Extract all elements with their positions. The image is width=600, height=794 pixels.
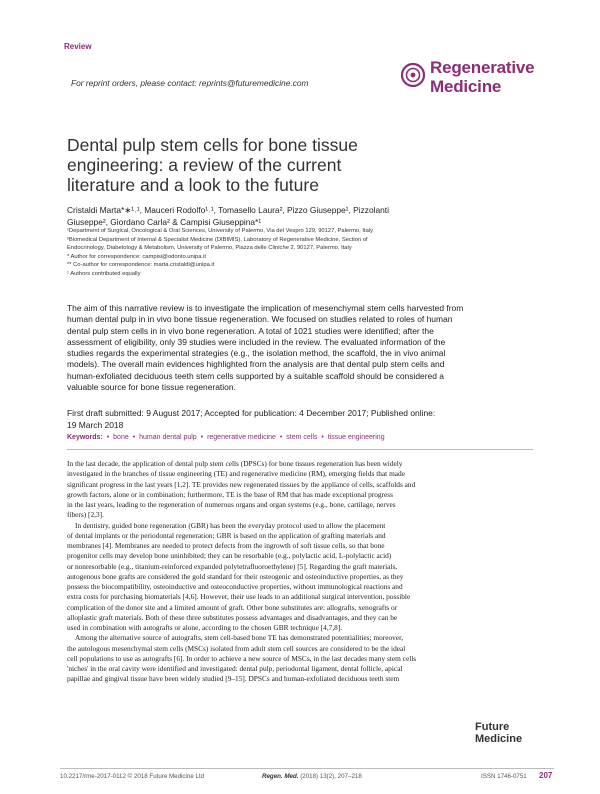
footer-journal: Regen. Med.	[262, 773, 299, 780]
body-line: papillae and gingival tissue have been widely studied [9–15]. DPSCs and human-exfoliated deciduous teeth stem	[67, 674, 400, 684]
body-line: possess the biocompatibility, osteoinductive and osteoconductive properties, without immunological reactions and	[67, 582, 403, 591]
author-line: Cristaldi Marta*∗¹˒¹, Mauceri Rodolfo¹˒¹, Tomasello Laura², Pizzo Giuseppe¹, Pizzolanti	[67, 205, 389, 215]
journal-logo-text-2: Medicine	[430, 77, 502, 96]
journal-logo-icon	[400, 60, 430, 90]
keywords-label: Keywords:	[67, 434, 103, 441]
journal-logo-text-1: Regenerative	[430, 58, 535, 77]
keyword-separator: •	[321, 434, 324, 441]
body-line: investigated in the branches of tissue engineering (TE) and regenerative medicine (RM), emerging fields that made	[67, 469, 405, 479]
body-line: in the last years, leading to the regeneration of numerous organs and organ systems (e.g., bone, cartilage, nerves	[67, 500, 396, 509]
reprint-notice: For reprint orders, please contact: reprints@futuremedicine.com	[71, 78, 309, 88]
keyword-separator: •	[106, 434, 110, 441]
title-line: literature and a look to the future	[67, 175, 319, 195]
abstract-line: models). The overall main evidences highlighted from the analysis are that dental pulp stem cells and	[67, 359, 445, 370]
publication-dates	[67, 408, 537, 431]
keyword-separator: •	[132, 434, 136, 441]
keyword[interactable]: bone	[113, 434, 129, 441]
body-line: cell populations to use as autografts [6]. In order to achieve a new source of MSCs, in the last decades many stem cells	[67, 653, 417, 663]
correspondence-line: ** Co-author for correspondence: marta.cristaldi@unipa.it	[67, 262, 215, 269]
page-number: 207	[539, 771, 553, 780]
affiliations	[67, 227, 537, 279]
title-line: Dental pulp stem cells for bone tissue	[67, 135, 358, 155]
divider	[67, 449, 533, 450]
article-title	[67, 135, 487, 195]
body-line: extra costs for purchasing biomaterials [4,6]. However, their use leads to an additional surgical intervention, possible	[67, 592, 411, 602]
publisher-logo-text-1: Future	[475, 721, 510, 733]
abstract-line: The aim of this narrative review is to investigate the implication of mesenchymal stem cells harvested from	[67, 303, 464, 313]
body-text	[67, 459, 533, 685]
body-line: autogenous bone grafts are considered the gold standard for their osteogenic and osteoinductive properties, as they	[67, 571, 404, 581]
correspondence-line: * Author for correspondence: campisi@odonto.unipa.it	[67, 253, 206, 260]
affiliation-line: ¹Department of Surgical, Oncological & Oral Sciences, University of Palermo, Via del Vespro 129, 90127, Palermo, Italy	[67, 228, 373, 234]
body-line: membranes [4]. Membranes are needed to protect defects from the ingrowth of soft tissue cells, so that bone	[67, 541, 385, 550]
abstract-line: assessment of eligibility, only 39 studies were included in the review. The evaluated information of the	[67, 336, 446, 347]
body-line: fibers) [2,3].	[67, 510, 104, 520]
abstract-line: human-exfoliated deciduous teeth stem cells supported by a suitable scaffold should be considered a	[67, 370, 444, 381]
keyword[interactable]: stem cells	[286, 434, 318, 441]
publisher-logo	[475, 721, 545, 751]
footer-citation	[262, 773, 362, 780]
keyword[interactable]: regenerative medicine	[207, 434, 276, 441]
body-line: 'niches' in the oral cavity were identified and investigated: dental pulp, periodontal ligament, dental follicle, apical	[67, 664, 403, 673]
affiliation-line: ²Biomedical Department of Internal & Specialist Medicine (DIBIMIS), Laboratory of Regenerative Medicine, Section of	[67, 236, 368, 243]
footer-citation-detail: (2018) 13(2), 207–218	[300, 773, 362, 780]
author-line: Giuseppe², Giordano Carla² & Campisi Giuseppina*¹	[67, 216, 262, 227]
abstract-line: dental pulp stem cells in in vivo bone regeneration. A total of 1021 studies were identified; after the	[67, 325, 434, 336]
footer-doi[interactable]: 10.2217/rme-2017-0112 © 2018 Future Medicine Ltd	[60, 773, 205, 780]
keyword[interactable]: human dental pulp	[139, 434, 197, 441]
dates-line: First draft submitted: 9 August 2017; Accepted for publication: 4 December 2017; Published online:	[67, 408, 436, 418]
title-line: engineering: a review of the current	[67, 155, 342, 175]
publisher-logo-text-2: Medicine	[475, 733, 523, 745]
keyword[interactable]: tissue engineering	[327, 434, 385, 441]
footer-issn: ISSN 1746-0751	[481, 773, 527, 780]
body-line: or nonresorbable (e.g., titanium-reinforced expanded polytetrafluoroethylene) [5]. Regarding the graft materials,	[67, 561, 398, 571]
abstract-line: studies regards the experimental strategies (e.g., the isolation method, the scaffold, the in vivo animal	[67, 348, 446, 358]
body-line: of dental implants or the periodontal regeneration; GBR is based on the application of grafting materials and	[67, 530, 386, 540]
keyword-separator: •	[279, 434, 283, 441]
body-line: growth factors, alone or in combination; furthermore, TE is the base of RM that has made exceptional progress	[67, 489, 393, 499]
body-line: alloplastic graft materials. Both of these three substitutes possess advantages and disadvantages, and they can be	[67, 612, 398, 622]
dates-line: 19 March 2018	[67, 419, 124, 430]
abstract-line: human dental pulp in in vivo bone tissue regeneration. We focused on studies related to roles of human	[67, 314, 453, 325]
equal-contribution-note: ¹ Authors contributed equally	[67, 270, 141, 277]
body-line: progenitor cells may develop bone uninhibited; they can be resorbable (e.g., polylactic acid, L-polylactic acid)	[67, 551, 392, 561]
abstract	[67, 303, 537, 393]
body-line: the autologous mesenchymal stem cells (MSCs) isolated from adult stem cell sources are considered to be the ideal	[67, 643, 406, 653]
affiliation-line: Endocrinology, Diabetology & Metabolism, University of Palermo, Piazza delle Cliniche 2, 90127, Palermo, Italy	[67, 245, 352, 252]
author-list	[67, 205, 537, 228]
abstract-line: valuable source for bone tissue regeneration.	[67, 381, 236, 392]
body-line: significant progress in the last years [1,2]. TE provides new regenerated tissues by the appliance of cells, scaffolds and	[67, 479, 416, 489]
section-label: Review	[64, 42, 92, 51]
body-line: In dentistry, guided bone regeneration (GBR) has been the everyday protocol used to allow the placement	[75, 520, 386, 530]
body-line: Among the alternative source of autografts, stem cell-based bone TE has demonstrated potentialities; moreover,	[75, 633, 404, 643]
body-line: In the last decade, the application of dental pulp stem cells (DPSCs) for bone tissues regeneration has been widely	[67, 459, 403, 468]
keyword-separator: •	[200, 434, 204, 441]
journal-logo	[400, 58, 570, 98]
footer-divider	[60, 768, 554, 769]
keywords	[67, 434, 537, 441]
body-line: used in combination with autografts or alone, according to the chosen GBR technique [4,7,8].	[67, 623, 343, 632]
body-line: complication of the donor site and a limited amount of graft. Other bone substitutes are: allografts, xenografts or	[67, 602, 398, 612]
